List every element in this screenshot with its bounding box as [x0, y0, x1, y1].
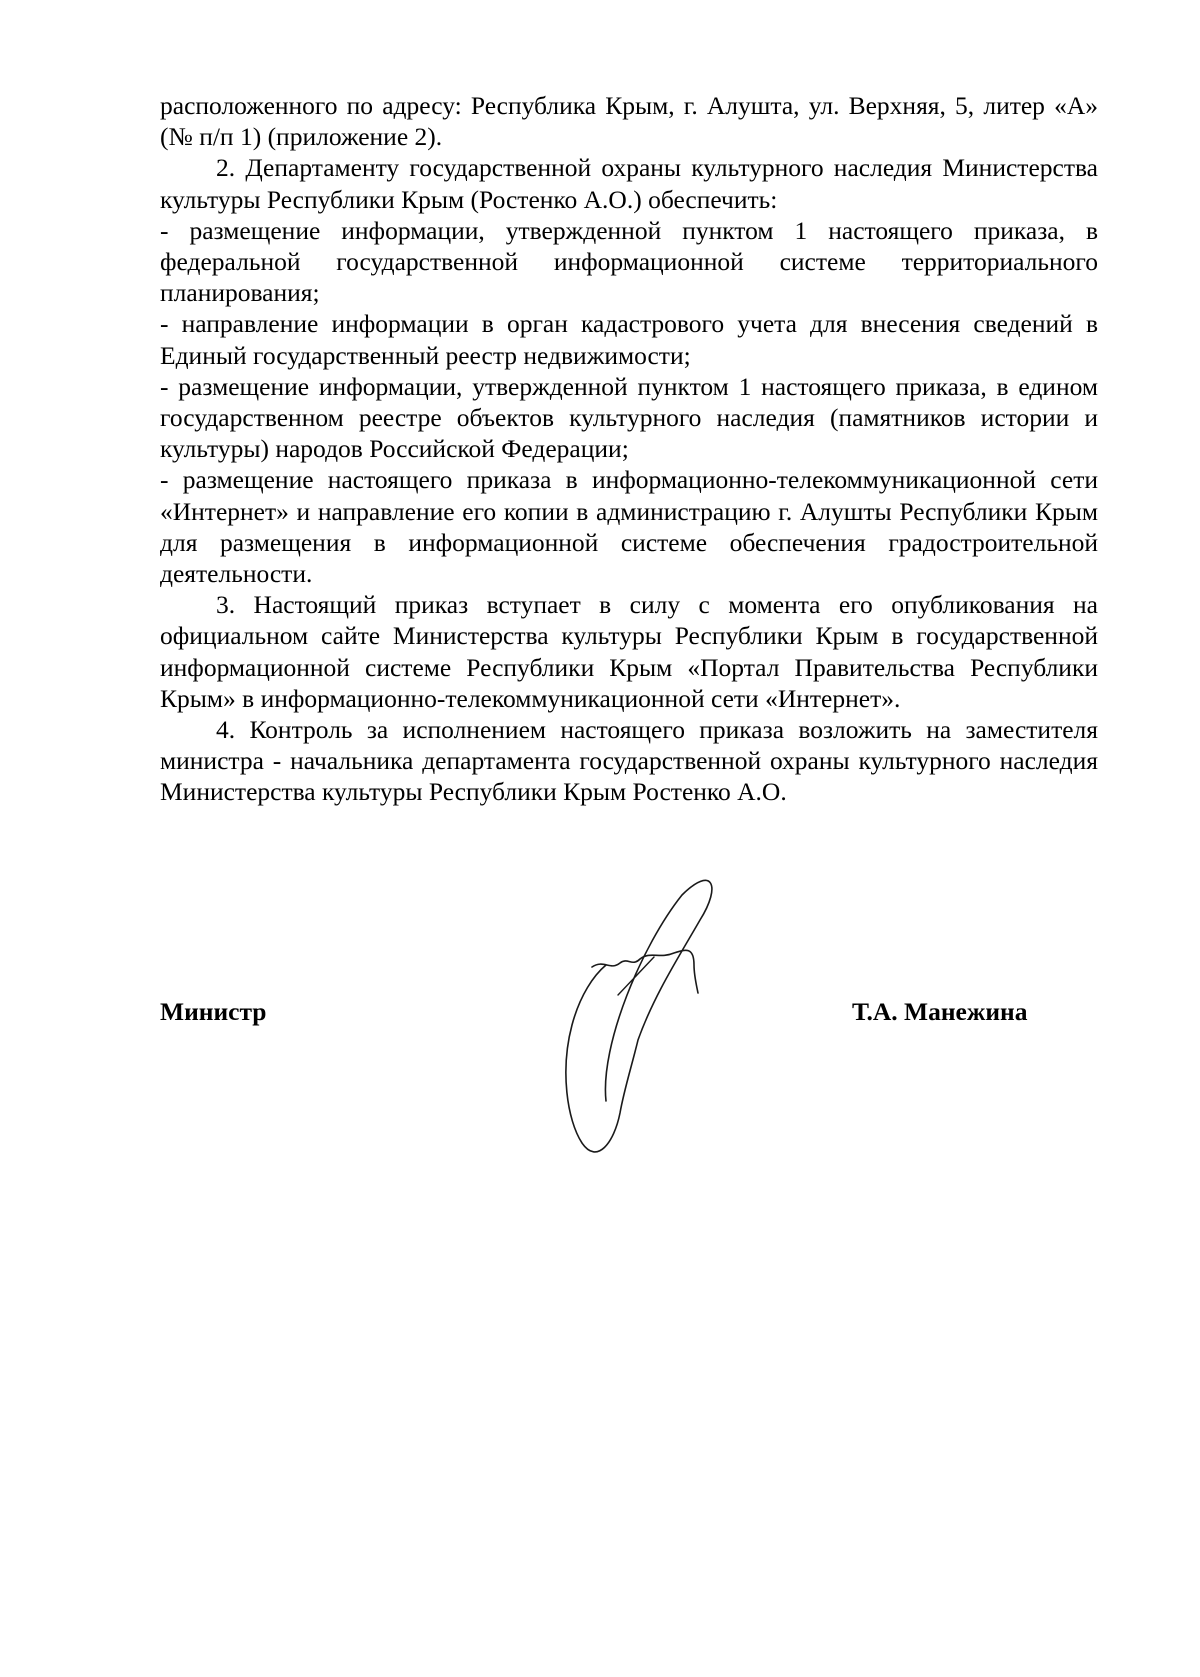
signer-name: Т.А. Манежина [852, 997, 1028, 1026]
paragraph-item-2-bullet-3: - размещение информации, утвержденной пунктом 1 настоящего приказа, в едином государственном реестре объектов культурного наследия (памятников истории и культуры) народов Российской Федерации; [160, 371, 1098, 464]
paragraph-address-continuation: расположенного по адресу: Республика Крым, г. Алушта, ул. Верхняя, 5, литер «А» (№ п/п 1) (приложение 2). [160, 91, 1098, 152]
paragraph-item-4: 4. Контроль за исполнением настоящего приказа возложить на заместителя министра - начальника департамента государственной охраны культурного наследия Министерства культуры Республики Крым Ростенко А.О. [160, 715, 1098, 807]
document-body [160, 90, 1098, 808]
signer-title: Министр [160, 997, 267, 1026]
paragraph-item-2-bullet-1: - размещение информации, утвержденной пунктом 1 настоящего приказа, в федеральной государственной информационной системе территориального планирования; [160, 215, 1098, 308]
paragraph-item-2-bullet-4: - размещение настоящего приказа в информационно-телекоммуникационной сети «Интернет» и направление его копии в администрацию г. Алушты Республики Крым для размещения в информационной системе обеспечения градостроительной деятельности. [160, 465, 1098, 589]
paragraph-item-2-bullet-2: - направление информации в орган кадастрового учета для внесения сведений в Единый государственный реестр недвижимости; [160, 309, 1098, 370]
paragraph-item-3: 3. Настоящий приказ вступает в силу с момента его опубликования на официальном сайте Министерства культуры Республики Крым в государственной информационной системе Республики Крым «Портал Правительства Республики Крым» в информационно-телекоммуникационной сети «Интернет». [160, 590, 1098, 713]
paragraph-item-2: 2. Департаменту государственной охраны культурного наследия Министерства культуры Республики Крым (Ростенко А.О.) обеспечить: [160, 153, 1098, 214]
handwritten-signature-icon [562, 875, 752, 1160]
